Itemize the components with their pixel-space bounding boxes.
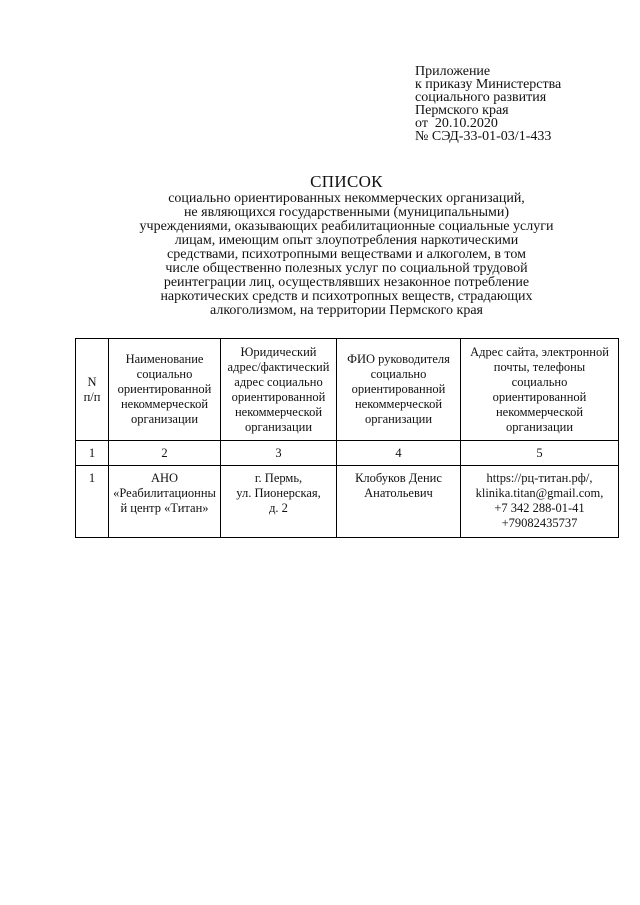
header-number: N п/п: [76, 339, 109, 441]
organization-name: АНО «Реабилитационны й центр «Титан»: [109, 466, 221, 538]
column-number: 2: [109, 441, 221, 466]
header-director: ФИО руководителя социально ориентированной некоммерческой организации: [337, 339, 461, 441]
subtitle-line: социально ориентированных некоммерческих организаций,: [168, 191, 525, 206]
header-address: Юридический адрес/фактический адрес социально ориентированной некоммерческой организации: [221, 339, 337, 441]
document-title: СПИСОК: [310, 172, 383, 191]
appendix-block: [415, 65, 561, 143]
subtitle-line: наркотических средств и психотропных веществ, страдающих: [160, 289, 533, 304]
subtitle-line: не являющихся государственными (муниципальными): [183, 205, 510, 220]
organizations-table: [75, 338, 619, 538]
appendix-line: Приложение: [415, 64, 491, 79]
subtitle-line: средствами, психотропными веществами и алкоголем, в том: [167, 247, 526, 262]
subtitle-line: учреждениями, оказывающих реабилитационные социальные услуги: [139, 219, 554, 234]
document-subtitle: [75, 192, 618, 318]
row-number: 1: [76, 466, 109, 538]
table-row: [76, 466, 619, 538]
column-number: 5: [461, 441, 619, 466]
subtitle-line: реинтеграции лиц, осуществлявших незаконное потребление: [163, 275, 530, 290]
appendix-line: Пермского края: [415, 103, 509, 118]
document-heading: [75, 172, 618, 318]
organization-address: г. Пермь, ул. Пионерская, д. 2: [221, 466, 337, 538]
appendix-line: к приказу Министерства: [415, 77, 562, 92]
column-number: 4: [337, 441, 461, 466]
subtitle-line: лицам, имеющим опыт злоупотребления наркотическими: [174, 233, 519, 248]
appendix-order-date: от 20.10.2020: [415, 116, 498, 131]
subtitle-line: числе общественно полезных услуг по социальной трудовой: [165, 261, 528, 276]
appendix-order-number: № СЭД-33-01-03/1-433: [415, 129, 552, 144]
column-numbering-row: [76, 441, 619, 466]
subtitle-line: алкоголизмом, на территории Пермского края: [210, 303, 483, 318]
column-number: 3: [221, 441, 337, 466]
column-number: 1: [76, 441, 109, 466]
organization-director: Клобуков Денис Анатольевич: [337, 466, 461, 538]
header-organization-name: Наименование социально ориентированной некоммерческой организации: [109, 339, 221, 441]
appendix-line: социального развития: [415, 90, 547, 105]
table-header-row: [76, 339, 619, 441]
organization-contacts: https://рц-титан.рф/, klinika.titan@gmail.com, +7 342 288-01-41 +79082435737: [461, 466, 619, 538]
header-contacts: Адрес сайта, электронной почты, телефоны социально ориентированной некоммерческой организации: [461, 339, 619, 441]
